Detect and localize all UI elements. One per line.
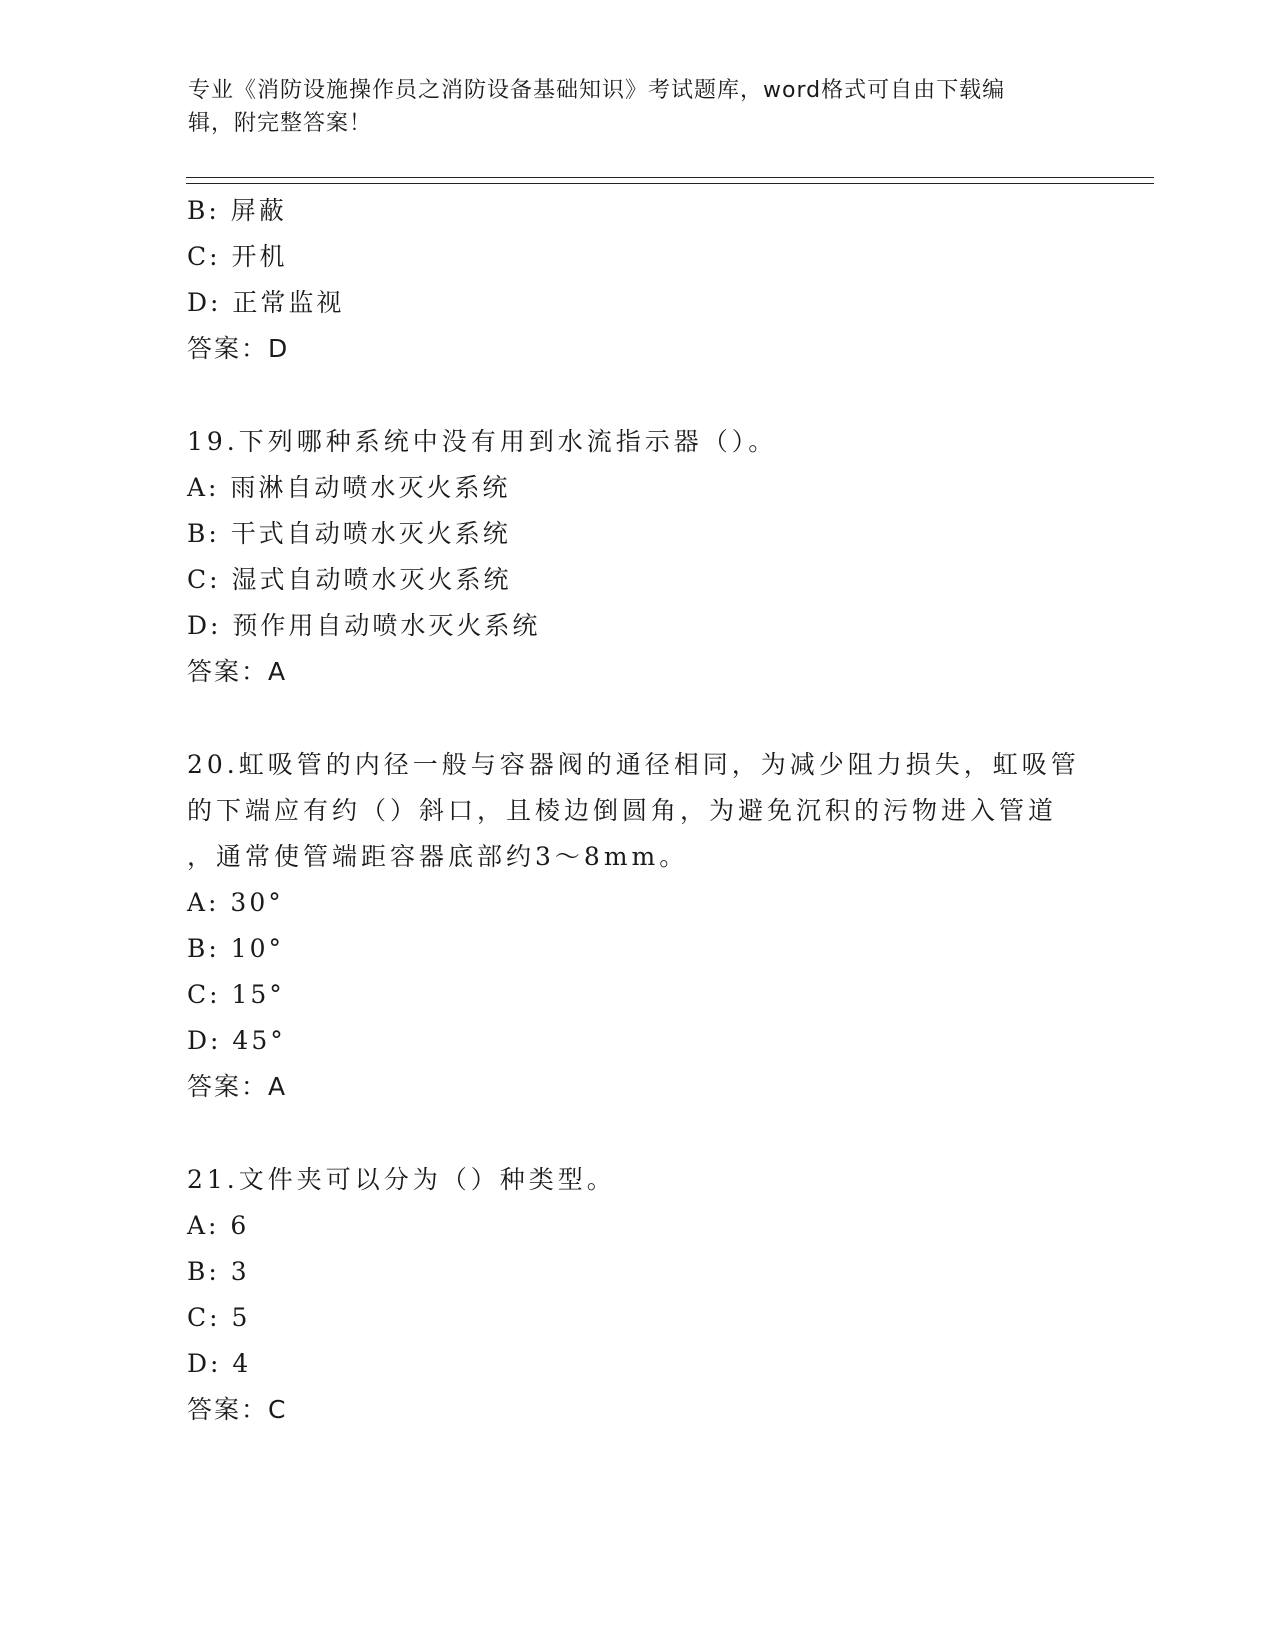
answer-line: 答案：C: [187, 1395, 288, 1424]
option-b: B: 3: [187, 1257, 250, 1286]
header-line-2: 辑，附完整答案！: [188, 111, 373, 136]
option-c: C: 15°: [187, 980, 285, 1009]
header-line-1: 专业《消防设施操作员之消防设备基础知识》考试题库，word格式可自由下载编: [188, 78, 1006, 103]
question-stem-line: 19.下列哪种系统中没有用到水流指示器（）。: [187, 427, 778, 456]
option-b: B: 干式自动喷水灭火系统: [187, 519, 511, 548]
option-d: D: 45°: [187, 1026, 286, 1055]
option-a: A: 雨淋自动喷水灭火系统: [187, 473, 511, 502]
question-stem-line: 20.虹吸管的内径一般与容器阀的通径相同，为减少阻力损失，虹吸管: [187, 750, 1080, 779]
question-block-18: [187, 188, 1087, 372]
header-divider-bottom: [186, 183, 1154, 184]
question-block-20: [187, 742, 1087, 1110]
option-b: B: 屏蔽: [187, 196, 287, 225]
option-a: A: 6: [187, 1211, 250, 1240]
option-c: C: 5: [187, 1303, 251, 1332]
option-c: C: 湿式自动喷水灭火系统: [187, 565, 512, 594]
option-b: B: 10°: [187, 934, 285, 963]
question-stem: [187, 419, 1087, 465]
answer-line: 答案：A: [187, 657, 288, 686]
document-header: [188, 74, 1088, 140]
question-stem-line: 的下端应有约（）斜口，且棱边倒圆角，为避免沉积的污物进入管道: [187, 796, 1058, 825]
answer-line: 答案：A: [187, 1072, 288, 1101]
question-stem-line: ，通常使管端距容器底部约3～8mm。: [187, 842, 689, 871]
answer-line: 答案：D: [187, 334, 290, 363]
option-d: D: 4: [187, 1349, 252, 1378]
header-divider-top: [186, 177, 1154, 178]
question-block-19: [187, 419, 1087, 695]
question-stem: [187, 1157, 1087, 1203]
question-stem-line: 21.文件夹可以分为（）种类型。: [187, 1165, 616, 1194]
question-list: [187, 188, 1087, 1433]
option-d: D: 正常监视: [187, 288, 345, 317]
option-d: D: 预作用自动喷水灭火系统: [187, 611, 541, 640]
question-stem: [187, 742, 1087, 880]
option-a: A: 30°: [187, 888, 284, 917]
option-c: C: 开机: [187, 242, 288, 271]
question-block-21: [187, 1157, 1087, 1433]
